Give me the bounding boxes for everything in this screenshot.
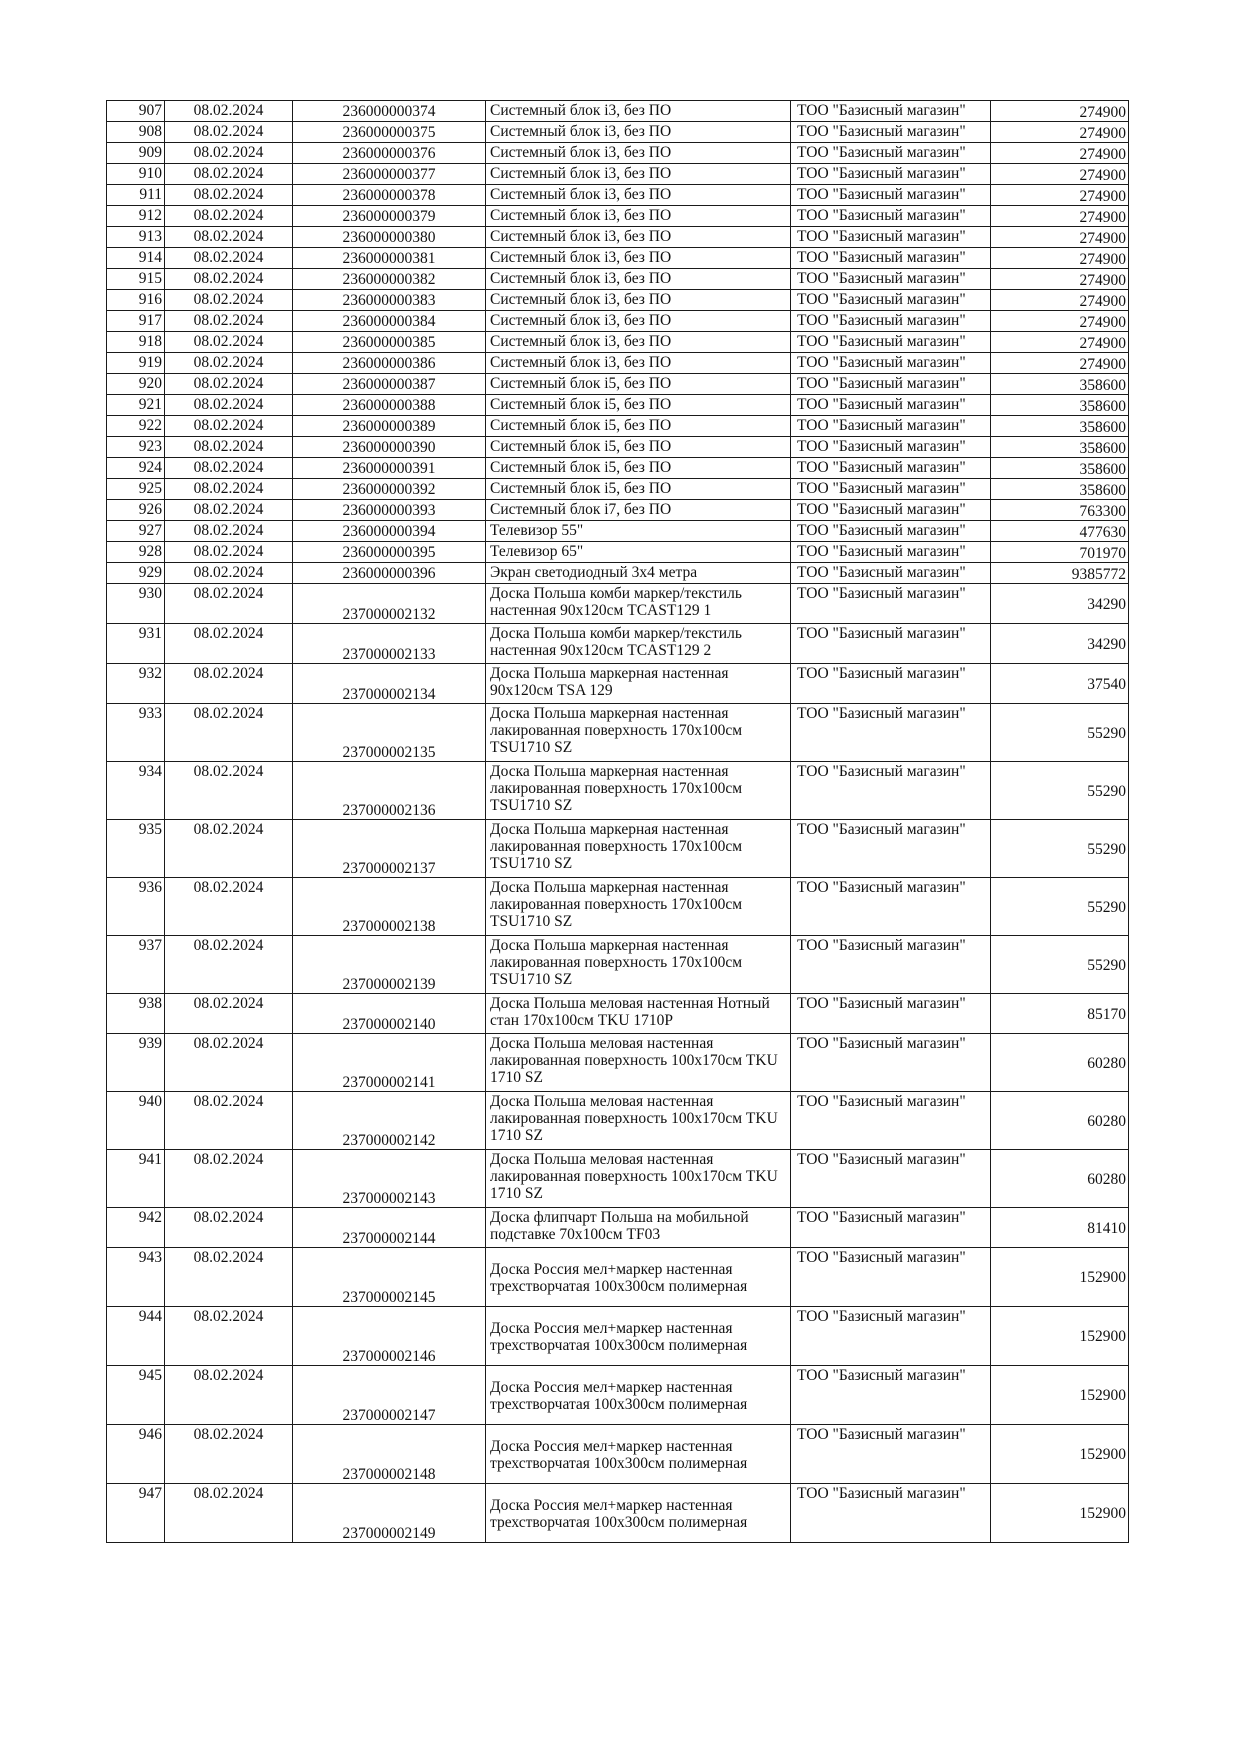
amount-cell: 152900 (991, 1248, 1129, 1307)
supplier-cell: ТОО "Базисный магазин" (791, 311, 991, 332)
item-name-cell: Системный блок i5, без ПО (486, 458, 791, 479)
date-cell: 08.02.2024 (165, 994, 293, 1034)
amount-cell: 85170 (991, 994, 1129, 1034)
amount-cell: 274900 (991, 248, 1129, 269)
amount-cell: 60280 (991, 1150, 1129, 1208)
item-name-cell: Доска Россия мел+маркер настенная трехстворчатая 100х300см полимерная (486, 1248, 791, 1307)
row-number-cell: 912 (107, 206, 165, 227)
date-cell: 08.02.2024 (165, 479, 293, 500)
amount-cell: 34290 (991, 624, 1129, 664)
date-cell: 08.02.2024 (165, 1150, 293, 1208)
inventory-code-cell: 236000000380 (293, 227, 486, 248)
amount-cell: 55290 (991, 936, 1129, 994)
supplier-cell: ТОО "Базисный магазин" (791, 1484, 991, 1543)
item-name-cell: Доска Польша маркерная настенная лакированная поверхность 170х100см TSU1710 SZ (486, 936, 791, 994)
date-cell: 08.02.2024 (165, 664, 293, 704)
table-body (107, 101, 1129, 1543)
row-number-cell: 938 (107, 994, 165, 1034)
item-name-cell: Системный блок i5, без ПО (486, 437, 791, 458)
table-row (107, 248, 1129, 269)
date-cell: 08.02.2024 (165, 206, 293, 227)
amount-cell: 9385772 (991, 563, 1129, 584)
date-cell: 08.02.2024 (165, 1425, 293, 1484)
row-number-cell: 947 (107, 1484, 165, 1543)
date-cell: 08.02.2024 (165, 762, 293, 820)
supplier-cell: ТОО "Базисный магазин" (791, 227, 991, 248)
item-name-cell: Доска Польша меловая настенная лакированная поверхность 100х170см TKU 1710 SZ (486, 1034, 791, 1092)
supplier-cell: ТОО "Базисный магазин" (791, 1034, 991, 1092)
item-name-cell: Экран светодиодный 3х4 метра (486, 563, 791, 584)
item-name-cell: Доска Польша маркерная настенная лакированная поверхность 170х100см TSU1710 SZ (486, 878, 791, 936)
row-number-cell: 910 (107, 164, 165, 185)
inventory-code-cell: 237000002132 (293, 584, 486, 624)
date-cell: 08.02.2024 (165, 416, 293, 437)
date-cell: 08.02.2024 (165, 1248, 293, 1307)
inventory-code-cell: 237000002139 (293, 936, 486, 994)
item-name-cell: Доска Польша маркерная настенная лакированная поверхность 170х100см TSU1710 SZ (486, 820, 791, 878)
amount-cell: 274900 (991, 164, 1129, 185)
item-name-cell: Доска Польша комби маркер/текстиль настенная 90х120см TCAST129 1 (486, 584, 791, 624)
row-number-cell: 944 (107, 1307, 165, 1366)
item-name-cell: Системный блок i5, без ПО (486, 479, 791, 500)
row-number-cell: 929 (107, 563, 165, 584)
item-name-cell: Системный блок i3, без ПО (486, 101, 791, 122)
inventory-code-cell: 236000000391 (293, 458, 486, 479)
table-row (107, 122, 1129, 143)
row-number-cell: 914 (107, 248, 165, 269)
amount-cell: 358600 (991, 416, 1129, 437)
date-cell: 08.02.2024 (165, 269, 293, 290)
amount-cell: 55290 (991, 820, 1129, 878)
table-row (107, 101, 1129, 122)
table-row (107, 1150, 1129, 1208)
row-number-cell: 907 (107, 101, 165, 122)
inventory-code-cell: 236000000376 (293, 143, 486, 164)
supplier-cell: ТОО "Базисный магазин" (791, 206, 991, 227)
item-name-cell: Системный блок i5, без ПО (486, 374, 791, 395)
table-row (107, 1034, 1129, 1092)
inventory-code-cell: 236000000379 (293, 206, 486, 227)
date-cell: 08.02.2024 (165, 185, 293, 206)
table-row (107, 164, 1129, 185)
inventory-code-cell: 237000002142 (293, 1092, 486, 1150)
item-name-cell: Системный блок i3, без ПО (486, 290, 791, 311)
amount-cell: 152900 (991, 1307, 1129, 1366)
table-row (107, 1092, 1129, 1150)
inventory-code-cell: 237000002143 (293, 1150, 486, 1208)
row-number-cell: 946 (107, 1425, 165, 1484)
amount-cell: 763300 (991, 500, 1129, 521)
item-name-cell: Системный блок i3, без ПО (486, 311, 791, 332)
date-cell: 08.02.2024 (165, 458, 293, 479)
supplier-cell: ТОО "Базисный магазин" (791, 704, 991, 762)
inventory-code-cell: 236000000382 (293, 269, 486, 290)
inventory-code-cell: 236000000392 (293, 479, 486, 500)
table-row (107, 1484, 1129, 1543)
date-cell: 08.02.2024 (165, 521, 293, 542)
table-row (107, 353, 1129, 374)
date-cell: 08.02.2024 (165, 820, 293, 878)
item-name-cell: Доска Польша маркерная настенная 90х120см TSA 129 (486, 664, 791, 704)
amount-cell: 55290 (991, 878, 1129, 936)
supplier-cell: ТОО "Базисный магазин" (791, 416, 991, 437)
table-row (107, 185, 1129, 206)
table-row (107, 479, 1129, 500)
amount-cell: 274900 (991, 101, 1129, 122)
supplier-cell: ТОО "Базисный магазин" (791, 994, 991, 1034)
supplier-cell: ТОО "Базисный магазин" (791, 936, 991, 994)
row-number-cell: 941 (107, 1150, 165, 1208)
table-row (107, 878, 1129, 936)
supplier-cell: ТОО "Базисный магазин" (791, 437, 991, 458)
inventory-code-cell: 237000002140 (293, 994, 486, 1034)
supplier-cell: ТОО "Базисный магазин" (791, 101, 991, 122)
amount-cell: 60280 (991, 1092, 1129, 1150)
row-number-cell: 918 (107, 332, 165, 353)
item-name-cell: Системный блок i7, без ПО (486, 500, 791, 521)
inventory-code-cell: 236000000377 (293, 164, 486, 185)
inventory-code-cell: 237000002145 (293, 1248, 486, 1307)
amount-cell: 274900 (991, 332, 1129, 353)
supplier-cell: ТОО "Базисный магазин" (791, 624, 991, 664)
inventory-code-cell: 237000002134 (293, 664, 486, 704)
item-name-cell: Доска Польша маркерная настенная лакированная поверхность 170х100см TSU1710 SZ (486, 762, 791, 820)
amount-cell: 55290 (991, 704, 1129, 762)
date-cell: 08.02.2024 (165, 227, 293, 248)
inventory-code-cell: 236000000381 (293, 248, 486, 269)
inventory-code-cell: 237000002133 (293, 624, 486, 664)
row-number-cell: 932 (107, 664, 165, 704)
inventory-code-cell: 237000002149 (293, 1484, 486, 1543)
amount-cell: 358600 (991, 437, 1129, 458)
amount-cell: 274900 (991, 122, 1129, 143)
row-number-cell: 925 (107, 479, 165, 500)
table-row (107, 500, 1129, 521)
supplier-cell: ТОО "Базисный магазин" (791, 332, 991, 353)
supplier-cell: ТОО "Базисный магазин" (791, 820, 991, 878)
item-name-cell: Доска Польша меловая настенная лакированная поверхность 100х170см TKU 1710 SZ (486, 1150, 791, 1208)
item-name-cell: Доска Россия мел+маркер настенная трехстворчатая 100х300см полимерная (486, 1425, 791, 1484)
amount-cell: 37540 (991, 664, 1129, 704)
inventory-code-cell: 236000000388 (293, 395, 486, 416)
table-row (107, 374, 1129, 395)
date-cell: 08.02.2024 (165, 143, 293, 164)
table-row (107, 542, 1129, 563)
table-row (107, 762, 1129, 820)
row-number-cell: 943 (107, 1248, 165, 1307)
row-number-cell: 928 (107, 542, 165, 563)
row-number-cell: 931 (107, 624, 165, 664)
date-cell: 08.02.2024 (165, 936, 293, 994)
item-name-cell: Системный блок i3, без ПО (486, 353, 791, 374)
supplier-cell: ТОО "Базисный магазин" (791, 1150, 991, 1208)
supplier-cell: ТОО "Базисный магазин" (791, 542, 991, 563)
item-name-cell: Системный блок i3, без ПО (486, 143, 791, 164)
table-row (107, 1208, 1129, 1248)
item-name-cell: Системный блок i3, без ПО (486, 122, 791, 143)
row-number-cell: 945 (107, 1366, 165, 1425)
inventory-table (106, 100, 1129, 1543)
supplier-cell: ТОО "Базисный магазин" (791, 458, 991, 479)
row-number-cell: 926 (107, 500, 165, 521)
row-number-cell: 930 (107, 584, 165, 624)
date-cell: 08.02.2024 (165, 1307, 293, 1366)
table-row (107, 290, 1129, 311)
row-number-cell: 917 (107, 311, 165, 332)
date-cell: 08.02.2024 (165, 584, 293, 624)
inventory-code-cell: 236000000389 (293, 416, 486, 437)
row-number-cell: 935 (107, 820, 165, 878)
row-number-cell: 916 (107, 290, 165, 311)
date-cell: 08.02.2024 (165, 437, 293, 458)
amount-cell: 274900 (991, 185, 1129, 206)
table-row (107, 1366, 1129, 1425)
amount-cell: 358600 (991, 458, 1129, 479)
amount-cell: 81410 (991, 1208, 1129, 1248)
row-number-cell: 911 (107, 185, 165, 206)
amount-cell: 152900 (991, 1366, 1129, 1425)
inventory-code-cell: 236000000393 (293, 500, 486, 521)
table-row (107, 227, 1129, 248)
table-row (107, 994, 1129, 1034)
amount-cell: 274900 (991, 227, 1129, 248)
supplier-cell: ТОО "Базисный магазин" (791, 353, 991, 374)
amount-cell: 358600 (991, 395, 1129, 416)
date-cell: 08.02.2024 (165, 500, 293, 521)
date-cell: 08.02.2024 (165, 1208, 293, 1248)
date-cell: 08.02.2024 (165, 878, 293, 936)
inventory-code-cell: 237000002137 (293, 820, 486, 878)
inventory-code-cell: 237000002148 (293, 1425, 486, 1484)
inventory-code-cell: 237000002138 (293, 878, 486, 936)
supplier-cell: ТОО "Базисный магазин" (791, 878, 991, 936)
item-name-cell: Телевизор 65" (486, 542, 791, 563)
table-row (107, 936, 1129, 994)
supplier-cell: ТОО "Базисный магазин" (791, 1248, 991, 1307)
supplier-cell: ТОО "Базисный магазин" (791, 479, 991, 500)
date-cell: 08.02.2024 (165, 122, 293, 143)
table-row (107, 458, 1129, 479)
amount-cell: 274900 (991, 269, 1129, 290)
item-name-cell: Системный блок i5, без ПО (486, 395, 791, 416)
supplier-cell: ТОО "Базисный магазин" (791, 185, 991, 206)
date-cell: 08.02.2024 (165, 542, 293, 563)
table-row (107, 395, 1129, 416)
supplier-cell: ТОО "Базисный магазин" (791, 664, 991, 704)
date-cell: 08.02.2024 (165, 164, 293, 185)
table-row (107, 1248, 1129, 1307)
item-name-cell: Системный блок i3, без ПО (486, 269, 791, 290)
amount-cell: 274900 (991, 311, 1129, 332)
table-row (107, 1307, 1129, 1366)
row-number-cell: 939 (107, 1034, 165, 1092)
date-cell: 08.02.2024 (165, 374, 293, 395)
table-row (107, 563, 1129, 584)
item-name-cell: Доска Россия мел+маркер настенная трехстворчатая 100х300см полимерная (486, 1366, 791, 1425)
date-cell: 08.02.2024 (165, 353, 293, 374)
date-cell: 08.02.2024 (165, 563, 293, 584)
amount-cell: 358600 (991, 479, 1129, 500)
item-name-cell: Доска Польша меловая настенная лакированная поверхность 100х170см TKU 1710 SZ (486, 1092, 791, 1150)
amount-cell: 274900 (991, 143, 1129, 164)
date-cell: 08.02.2024 (165, 1092, 293, 1150)
inventory-code-cell: 237000002135 (293, 704, 486, 762)
date-cell: 08.02.2024 (165, 395, 293, 416)
row-number-cell: 936 (107, 878, 165, 936)
supplier-cell: ТОО "Базисный магазин" (791, 143, 991, 164)
supplier-cell: ТОО "Базисный магазин" (791, 584, 991, 624)
table-row (107, 664, 1129, 704)
row-number-cell: 942 (107, 1208, 165, 1248)
inventory-code-cell: 237000002146 (293, 1307, 486, 1366)
table-row (107, 206, 1129, 227)
inventory-code-cell: 236000000378 (293, 185, 486, 206)
row-number-cell: 920 (107, 374, 165, 395)
supplier-cell: ТОО "Базисный магазин" (791, 122, 991, 143)
date-cell: 08.02.2024 (165, 1366, 293, 1425)
row-number-cell: 908 (107, 122, 165, 143)
inventory-code-cell: 236000000385 (293, 332, 486, 353)
inventory-code-cell: 236000000387 (293, 374, 486, 395)
inventory-code-cell: 236000000386 (293, 353, 486, 374)
inventory-code-cell: 236000000394 (293, 521, 486, 542)
supplier-cell: ТОО "Базисный магазин" (791, 1208, 991, 1248)
item-name-cell: Системный блок i3, без ПО (486, 332, 791, 353)
date-cell: 08.02.2024 (165, 290, 293, 311)
inventory-code-cell: 236000000384 (293, 311, 486, 332)
table-row (107, 704, 1129, 762)
row-number-cell: 923 (107, 437, 165, 458)
amount-cell: 701970 (991, 542, 1129, 563)
row-number-cell: 927 (107, 521, 165, 542)
table-row (107, 521, 1129, 542)
table-row (107, 437, 1129, 458)
supplier-cell: ТОО "Базисный магазин" (791, 762, 991, 820)
supplier-cell: ТОО "Базисный магазин" (791, 374, 991, 395)
inventory-code-cell: 236000000390 (293, 437, 486, 458)
amount-cell: 274900 (991, 290, 1129, 311)
inventory-code-cell: 237000002136 (293, 762, 486, 820)
row-number-cell: 937 (107, 936, 165, 994)
inventory-code-cell: 236000000396 (293, 563, 486, 584)
amount-cell: 274900 (991, 206, 1129, 227)
supplier-cell: ТОО "Базисный магазин" (791, 395, 991, 416)
table-row (107, 416, 1129, 437)
row-number-cell: 909 (107, 143, 165, 164)
row-number-cell: 940 (107, 1092, 165, 1150)
item-name-cell: Системный блок i3, без ПО (486, 206, 791, 227)
table-row (107, 311, 1129, 332)
inventory-code-cell: 236000000375 (293, 122, 486, 143)
item-name-cell: Системный блок i3, без ПО (486, 227, 791, 248)
table-row (107, 269, 1129, 290)
inventory-code-cell: 237000002141 (293, 1034, 486, 1092)
row-number-cell: 933 (107, 704, 165, 762)
supplier-cell: ТОО "Базисный магазин" (791, 164, 991, 185)
supplier-cell: ТОО "Базисный магазин" (791, 500, 991, 521)
amount-cell: 55290 (991, 762, 1129, 820)
inventory-code-cell: 236000000383 (293, 290, 486, 311)
supplier-cell: ТОО "Базисный магазин" (791, 1425, 991, 1484)
row-number-cell: 924 (107, 458, 165, 479)
item-name-cell: Доска Польша меловая настенная Нотный стан 170х100см TKU 1710P (486, 994, 791, 1034)
supplier-cell: ТОО "Базисный магазин" (791, 1092, 991, 1150)
row-number-cell: 913 (107, 227, 165, 248)
amount-cell: 274900 (991, 353, 1129, 374)
row-number-cell: 919 (107, 353, 165, 374)
row-number-cell: 922 (107, 416, 165, 437)
table-row (107, 624, 1129, 664)
date-cell: 08.02.2024 (165, 248, 293, 269)
item-name-cell: Доска Польша маркерная настенная лакированная поверхность 170х100см TSU1710 SZ (486, 704, 791, 762)
table-row (107, 584, 1129, 624)
inventory-code-cell: 236000000395 (293, 542, 486, 563)
item-name-cell: Системный блок i3, без ПО (486, 164, 791, 185)
supplier-cell: ТОО "Базисный магазин" (791, 563, 991, 584)
item-name-cell: Телевизор 55" (486, 521, 791, 542)
table-row (107, 1425, 1129, 1484)
row-number-cell: 921 (107, 395, 165, 416)
row-number-cell: 934 (107, 762, 165, 820)
table-row (107, 820, 1129, 878)
amount-cell: 60280 (991, 1034, 1129, 1092)
amount-cell: 152900 (991, 1484, 1129, 1543)
amount-cell: 477630 (991, 521, 1129, 542)
item-name-cell: Доска флипчарт Польша на мобильной подставке 70х100см TF03 (486, 1208, 791, 1248)
supplier-cell: ТОО "Базисный магазин" (791, 290, 991, 311)
item-name-cell: Доска Россия мел+маркер настенная трехстворчатая 100х300см полимерная (486, 1484, 791, 1543)
supplier-cell: ТОО "Базисный магазин" (791, 269, 991, 290)
supplier-cell: ТОО "Базисный магазин" (791, 521, 991, 542)
amount-cell: 34290 (991, 584, 1129, 624)
date-cell: 08.02.2024 (165, 101, 293, 122)
date-cell: 08.02.2024 (165, 1034, 293, 1092)
amount-cell: 358600 (991, 374, 1129, 395)
inventory-code-cell: 237000002144 (293, 1208, 486, 1248)
date-cell: 08.02.2024 (165, 704, 293, 762)
amount-cell: 152900 (991, 1425, 1129, 1484)
date-cell: 08.02.2024 (165, 624, 293, 664)
date-cell: 08.02.2024 (165, 332, 293, 353)
date-cell: 08.02.2024 (165, 311, 293, 332)
item-name-cell: Системный блок i5, без ПО (486, 416, 791, 437)
date-cell: 08.02.2024 (165, 1484, 293, 1543)
supplier-cell: ТОО "Базисный магазин" (791, 1366, 991, 1425)
item-name-cell: Системный блок i3, без ПО (486, 248, 791, 269)
supplier-cell: ТОО "Базисный магазин" (791, 248, 991, 269)
item-name-cell: Доска Польша комби маркер/текстиль настенная 90х120см TCAST129 2 (486, 624, 791, 664)
supplier-cell: ТОО "Базисный магазин" (791, 1307, 991, 1366)
inventory-code-cell: 237000002147 (293, 1366, 486, 1425)
inventory-code-cell: 236000000374 (293, 101, 486, 122)
row-number-cell: 915 (107, 269, 165, 290)
table-row (107, 332, 1129, 353)
item-name-cell: Доска Россия мел+маркер настенная трехстворчатая 100х300см полимерная (486, 1307, 791, 1366)
table-row (107, 143, 1129, 164)
item-name-cell: Системный блок i3, без ПО (486, 185, 791, 206)
